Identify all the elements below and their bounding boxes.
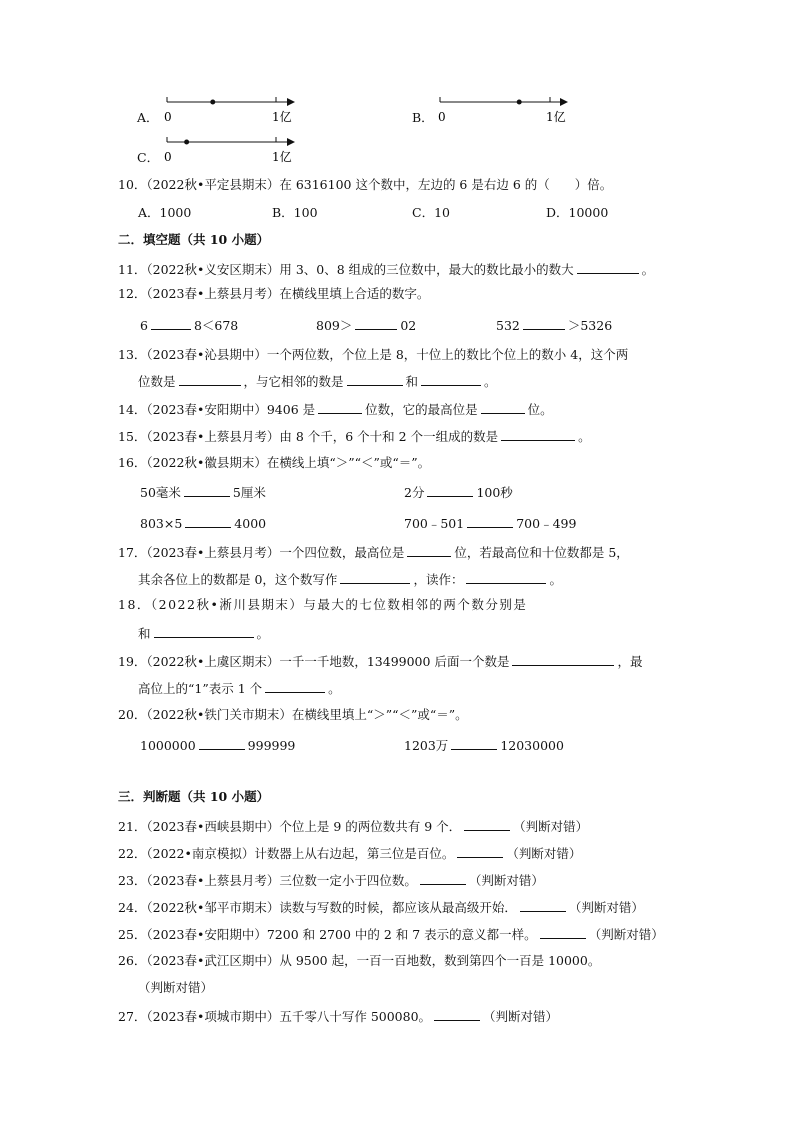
q16-blank-2[interactable] xyxy=(427,483,473,497)
q20-blank-2[interactable] xyxy=(451,736,497,750)
q20-item-2-left: 1203万 xyxy=(404,738,449,753)
q21-blank[interactable] xyxy=(464,817,510,831)
option-c-label: C． xyxy=(137,150,160,165)
number-line-a xyxy=(155,92,305,128)
q21-text: 21．（2023春•西峡县期中）个位上是 9 的两位数共有 9 个． xyxy=(118,819,462,834)
q13-part-c: 和 xyxy=(405,374,419,389)
section-3-title: 三．判断题（共 10 小题） xyxy=(118,789,270,804)
q22-text: 22．（2022•南京模拟）计数器上从右边起，第三位是百位。 xyxy=(118,846,455,861)
q20-item-1-right: 999999 xyxy=(247,738,296,753)
q24-text: 24．（2022秋•邹平市期末）读数与写数的时候，都应该从最高级开始． xyxy=(118,900,517,915)
q20-item-2-right: 12030000 xyxy=(500,738,564,753)
q23-text: 23．（2023春•上蔡县月考）三位数一定小于四位数。 xyxy=(118,873,417,888)
q17-blank-1[interactable] xyxy=(407,543,451,557)
q13-part-d: 。 xyxy=(484,374,497,389)
q17-part-b: 位，若最高位和十位数都是 5， xyxy=(454,545,629,560)
q15-blank[interactable] xyxy=(501,427,575,441)
q20-item-1-left: 1000000 xyxy=(140,738,196,753)
q11-answer-blank[interactable] xyxy=(577,260,639,274)
number-line-c-point xyxy=(184,140,189,145)
q19-blank-1[interactable] xyxy=(512,652,614,666)
q16-blank-4[interactable] xyxy=(467,514,513,528)
q11-tail: 。 xyxy=(641,262,655,277)
q12-item-1 xyxy=(140,316,238,334)
q12-item-2 xyxy=(316,316,416,334)
q16-item-1 xyxy=(140,483,266,501)
number-line-b xyxy=(430,92,580,128)
q20-item-1 xyxy=(140,736,295,754)
question-23 xyxy=(118,871,544,889)
q12-item-1-left: 6 xyxy=(140,318,148,333)
option-a-label: A． xyxy=(137,110,159,125)
q27-judge-suffix: （判断对错） xyxy=(483,1009,559,1024)
question-11 xyxy=(118,260,654,278)
number-line-b-start: 0 xyxy=(438,110,446,124)
q25-text: 25．（2023春•安阳期中）7200 和 2700 中的 2 和 7 表示的意义都一样。 xyxy=(118,927,537,942)
q14-part-b: 位数，它的最高位是 xyxy=(365,402,478,417)
q25-blank[interactable] xyxy=(540,925,586,939)
q13-part-b: ，与它相邻的数是 xyxy=(243,374,344,389)
q17-part-a: 17．（2023春•上蔡县月考）一个四位数，最高位是 xyxy=(118,545,405,560)
section-2-title: 二．填空题（共 10 小题） xyxy=(118,232,270,247)
q14-part-a: 14．（2023春•安阳期中）9406 是 xyxy=(118,402,316,417)
q12-blank-3[interactable] xyxy=(523,316,565,330)
q22-judge-suffix: （判断对错） xyxy=(506,846,582,861)
question-25 xyxy=(118,925,664,943)
q13-blank-1[interactable] xyxy=(179,372,241,386)
q21-judge-suffix: （判断对错） xyxy=(513,819,589,834)
question-14 xyxy=(118,400,553,418)
q15-part-a: 15．（2023春•上蔡县月考）由 8 个千，6 个十和 2 个一组成的数是 xyxy=(118,429,499,444)
q17-part-e: 。 xyxy=(549,572,562,587)
question-13-line-2 xyxy=(138,372,497,390)
q17-part-c: 其余各位上的数都是 0，这个数写作 xyxy=(138,572,338,587)
question-13-line-1: 13．（2023春•沁县期中）一个两位数，个位上是 8，十位上的数比个位上的数小 4，这个两 xyxy=(118,347,629,362)
number-line-a-start: 0 xyxy=(164,110,172,124)
q19-part-b: ，最 xyxy=(617,654,643,669)
q25-judge-suffix: （判断对错） xyxy=(588,927,664,942)
question-26-line-1: 26．（2023春•武江区期中）从 9500 起，一百一百地数，数到第四个一百是 10000。 xyxy=(118,953,601,968)
q17-blank-3[interactable] xyxy=(466,570,546,584)
question-26-line-2: （判断对错） xyxy=(138,980,214,995)
q20-item-2 xyxy=(404,736,564,754)
question-21 xyxy=(118,817,588,835)
q16-item-4-left: 700﹣501 xyxy=(404,516,465,531)
q16-item-2 xyxy=(404,483,513,501)
q11-text: 11．（2022秋•义安区期末）用 3、0、8 组成的三位数中，最大的数比最小的数大 xyxy=(118,262,574,277)
q19-blank-2[interactable] xyxy=(265,679,325,693)
q27-text: 27．（2023春•项城市期中）五千零八十写作 500080。 xyxy=(118,1009,432,1024)
question-18-line-1: 18．（2022秋•淅川县期末）与最大的七位数相邻的两个数分别是 xyxy=(118,597,528,612)
q12-item-2-left: 809＞ xyxy=(316,318,353,333)
q12-item-3-left: 532 xyxy=(496,318,520,333)
q13-blank-3[interactable] xyxy=(421,372,481,386)
number-line-a-end: 1亿 xyxy=(272,110,292,124)
question-17-line-2 xyxy=(138,570,562,588)
number-line-c xyxy=(155,132,305,168)
q15-part-b: 。 xyxy=(578,429,591,444)
q16-blank-1[interactable] xyxy=(184,483,230,497)
q10-option-c[interactable]: C．10 xyxy=(412,205,450,220)
q16-item-4-right: 700﹣499 xyxy=(516,516,577,531)
q16-item-1-right: 5厘米 xyxy=(232,485,266,500)
q24-blank[interactable] xyxy=(520,898,566,912)
q12-item-3-right: ＞5326 xyxy=(567,318,613,333)
q12-item-1-right: 8＜678 xyxy=(193,318,239,333)
q18-blank[interactable] xyxy=(154,624,254,638)
q12-blank-2[interactable] xyxy=(355,316,397,330)
question-17-line-1 xyxy=(118,543,629,561)
question-12: 12．（2023春•上蔡县月考）在横线里填上合适的数字。 xyxy=(118,286,430,301)
option-b-label: B． xyxy=(412,110,434,125)
q24-judge-suffix: （判断对错） xyxy=(568,900,644,915)
q23-judge-suffix: （判断对错） xyxy=(468,873,544,888)
number-line-b-end: 1亿 xyxy=(546,110,566,124)
q16-item-3-left: 803×5 xyxy=(140,516,183,531)
q16-item-3-right: 4000 xyxy=(234,516,267,531)
q27-blank[interactable] xyxy=(434,1007,480,1021)
q14-blank-2[interactable] xyxy=(481,400,525,414)
q22-blank[interactable] xyxy=(457,844,503,858)
q12-item-3 xyxy=(496,316,612,334)
q16-item-4 xyxy=(404,514,576,532)
q19-part-c: 高位上的“1”表示 1 个 xyxy=(138,681,263,696)
q16-item-3 xyxy=(140,514,266,532)
question-19-line-2 xyxy=(138,679,341,697)
q12-blank-1[interactable] xyxy=(151,316,191,330)
q10-option-a[interactable]: A．1000 xyxy=(138,205,192,220)
q16-item-1-left: 50毫米 xyxy=(140,485,181,500)
q13-part-a: 位数是 xyxy=(138,374,176,389)
q14-blank-1[interactable] xyxy=(318,400,362,414)
q13-blank-2[interactable] xyxy=(347,372,403,386)
question-19-line-1 xyxy=(118,652,642,670)
q18-part-b: 和 xyxy=(138,626,151,641)
question-18-line-2 xyxy=(138,624,269,642)
number-line-c-start: 0 xyxy=(164,150,172,164)
q10-option-b[interactable]: B．100 xyxy=(272,205,318,220)
question-24 xyxy=(118,898,644,916)
q10-option-d[interactable]: D．10000 xyxy=(546,205,609,220)
number-line-b-point xyxy=(517,100,522,105)
q16-blank-3[interactable] xyxy=(185,514,231,528)
question-27 xyxy=(118,1007,558,1025)
q20-blank-1[interactable] xyxy=(199,736,245,750)
q14-part-c: 位。 xyxy=(527,402,553,417)
q12-item-2-right: 02 xyxy=(400,318,417,333)
question-10: 10．（2022秋•平定县期末）在 6316100 这个数中，左边的 6 是右边 6 的（ ）倍。 xyxy=(118,177,613,192)
q17-blank-2[interactable] xyxy=(340,570,410,584)
question-20: 20．（2022秋•铁门关市期末）在横线里填上“＞”“＜”或“＝”。 xyxy=(118,707,468,722)
question-15 xyxy=(118,427,591,445)
q16-item-2-right: 100秒 xyxy=(476,485,513,500)
number-line-c-end: 1亿 xyxy=(272,150,292,164)
q17-part-d: ，读作： xyxy=(413,572,464,587)
q18-part-c: 。 xyxy=(256,626,270,641)
question-22 xyxy=(118,844,581,862)
q23-blank[interactable] xyxy=(420,871,466,885)
q19-part-a: 19．（2022秋•上虞区期末）一千一千地数，13499000 后面一个数是 xyxy=(118,654,510,669)
question-16: 16．（2022秋•徽县期末）在横线上填“＞”“＜”或“＝”。 xyxy=(118,455,431,470)
number-line-a-point xyxy=(210,100,215,105)
q19-part-d: 。 xyxy=(328,681,341,696)
q16-item-2-left: 2分 xyxy=(404,485,425,500)
